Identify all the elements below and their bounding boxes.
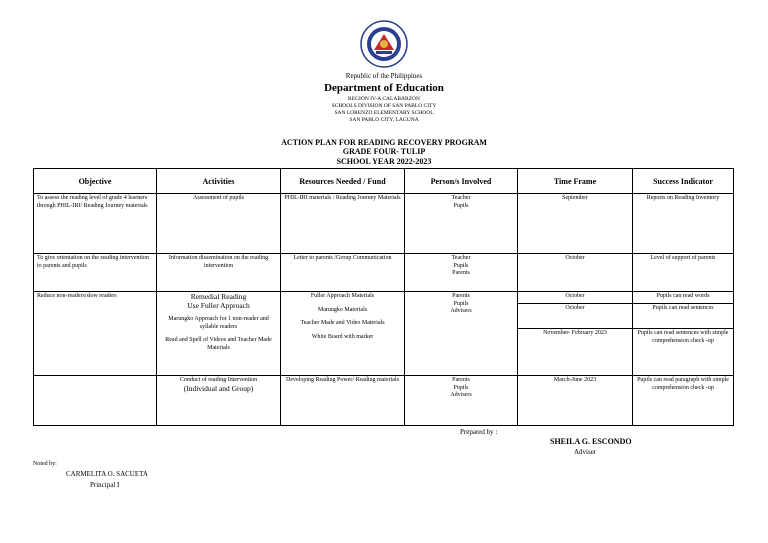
time-item: November- February 2023 [543,330,607,336]
school-year-line: SCHOOL YEAR 2022-2023 [336,157,432,166]
resources-cell [281,292,405,376]
activity-item: (Individual and Group) [183,383,254,393]
city-line: SAN PABLO CITY, LAGUNA [349,117,419,123]
person-item: Pupils [453,300,469,307]
person-item: Teacher [451,255,471,261]
region-line: REGION IV-A CALABARZON [348,96,420,102]
prepared-by-label: Prepared by : [460,428,498,436]
resources-cell: PHIL-IRI materials / Reading Journey Materials [281,194,405,254]
resource-item: White Board with marker [311,333,374,340]
objective-cell [34,376,157,426]
person-item: Pupils [453,262,469,269]
activity-cell: Information dissemination on the reading intervention [157,254,281,292]
activity-cell [157,376,281,426]
action-plan-table [33,168,734,426]
time-cell [518,292,633,376]
time-item: October [518,304,632,329]
indicator-cell [633,292,734,376]
header-activities: Activities [157,169,281,194]
person-item: Parents [452,293,470,299]
table-row [34,376,734,426]
objective-cell: To give orientation on the reading intervention to parents and pupils [34,254,157,292]
resources-cell: Developing Reading Power/ Reading materials [281,376,405,426]
table-header-row [34,169,734,194]
time-cell: October [518,254,633,292]
preparer-role: Adviser [574,448,597,456]
header-success-indicator: Success Indicator [633,169,734,194]
indicator-item: Pupils can read sentences [633,304,733,329]
persons-cell [405,194,518,254]
time-cell: September [518,194,633,254]
person-item: Advisers [450,392,472,398]
indicator-cell: Pupils can read paragraph with simple comprehension check -up [633,376,734,426]
resource-item: Marungko Materials [317,306,368,313]
resources-cell: Letter to parents /Group Communication [281,254,405,292]
persons-cell [405,376,518,426]
activity-cell [157,292,281,376]
objective-cell: Reduce non-readers/slow readers [34,292,157,376]
header-objective: Objective [34,169,157,194]
time-cell: March-June 2023 [518,376,633,426]
noter-name: CARMELITA O. SACUETA [66,470,148,478]
school-line: SAN LORENZO ELEMENTARY SCHOOL [334,110,434,116]
activity-cell: Assessment of pupils [157,194,281,254]
resource-item: Fuller Approach Materials [310,293,375,299]
indicator-item: Pupils can read words [633,292,733,304]
document-title: ACTION PLAN FOR READING RECOVERY PROGRAM [281,138,487,147]
persons-cell [405,292,518,376]
table-row [34,194,734,254]
indicator-cell: Level of support of parents [633,254,734,292]
resource-item: Teacher Made and Video Materials [300,320,385,326]
activity-item: Read and Spell of Videos and Teacher Made Materials [165,337,272,351]
table-row [34,292,734,376]
objective-cell: To assess the reading level of grade 4 learners through PHIL-IRI/ Reading Journey materials [34,194,157,254]
activity-item: Conduct of reading Intervention [179,377,258,383]
activity-item: Remedial Reading [190,292,247,301]
indicator-item: Pupils can read sentences with simple comprehension check -up [637,330,729,344]
person-item: Parents [452,270,470,276]
noted-by-label: Noted by: [33,461,57,467]
deped-seal-logo [360,20,408,68]
person-item: Parents [452,377,470,383]
republic-line: Republic of the Philippines [345,72,423,80]
header-time-frame: Time Frame [518,169,633,194]
activity-item: Marungko Approach for 1 non-reader and syllable readers [168,316,269,330]
division-line: SCHOOLS DIVISION OF SAN PABLO CITY [331,103,437,109]
table-row [34,254,734,292]
preparer-name: SHEILA G. ESCONDO [550,437,632,446]
noter-role: Principal I [90,481,120,489]
time-item: October [518,292,632,304]
header-persons: Person/s Involved [405,169,518,194]
department-name: Department of Education [324,82,444,94]
header-resources: Resources Needed / Fund [281,169,405,194]
person-item: Pupils [453,202,469,209]
person-item: Teacher [451,195,471,201]
grade-line: GRADE FOUR- TULIP [342,147,426,156]
activity-item: Use Fuller Approach [187,300,250,310]
indicator-cell: Reports on Reading Inventory [633,194,734,254]
persons-cell [405,254,518,292]
person-item: Pupils [453,384,469,391]
person-item: Advisers [450,308,472,314]
